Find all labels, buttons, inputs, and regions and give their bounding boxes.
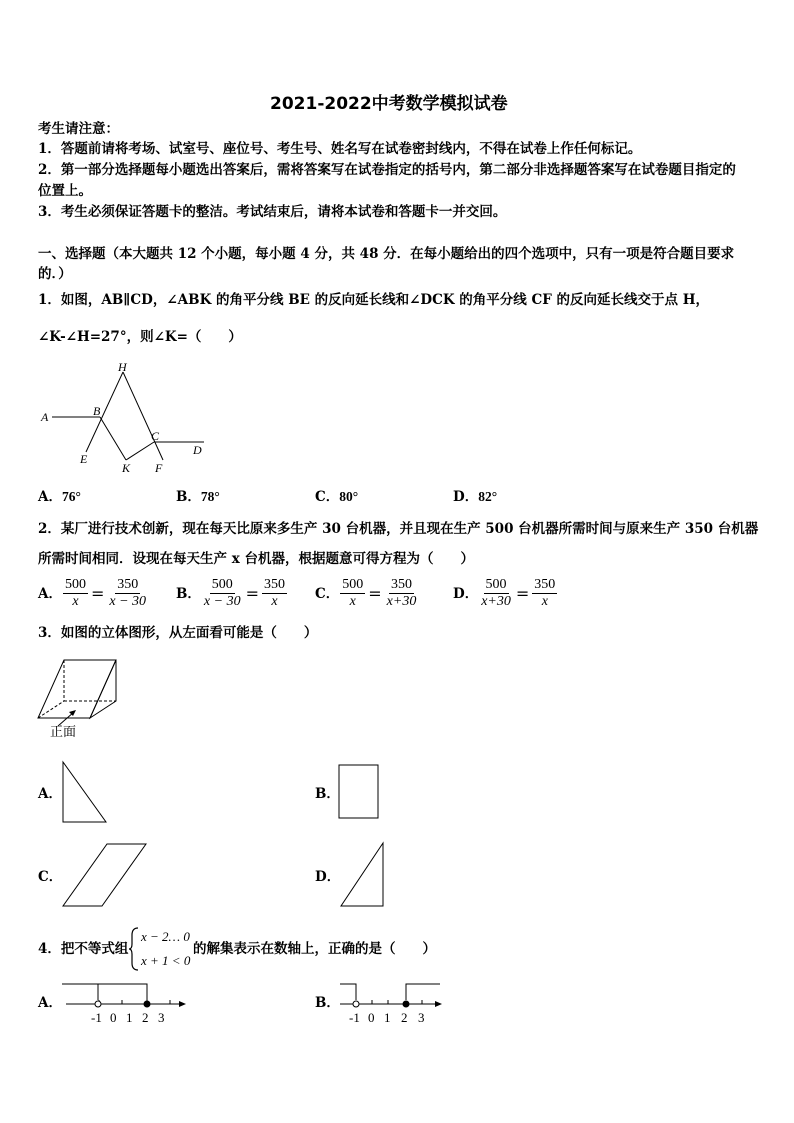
notice-item-2: 2．第一部分选择题每小题选出答案后，需将答案写在试卷指定的括号内，第二部分非选择题答案写在试卷题目指定的 [38,162,736,178]
point-label-f: F [155,461,163,475]
notice-item-1: 1．答题前请将考场、试室号、座位号、考生号、姓名写在试卷密封线内，不得在试卷上作任何标记。 [38,141,642,157]
question-2-text-cont: 所需时间相同．设现在每天生产 x 台机器，根据题意可得方程为（ ） [38,551,474,567]
front-view-caption: 正面 [50,725,77,740]
fraction: $\frac{350}{x}$ [534,577,556,609]
question-3-option-c-label[interactable]: C． [38,869,63,885]
question-1-option-a[interactable]: A．76° [38,489,81,505]
tick-label-1: 1 [126,1010,133,1025]
tick-label-neg1: -1 [349,1010,360,1025]
question-4-option-b-label[interactable]: B． [315,995,340,1011]
fraction: $\frac{500}{x}$ [342,577,364,609]
tick-label-3: 3 [158,1010,165,1025]
option-d-value: 82° [478,489,498,504]
fraction: $\frac{500}{x}$ [64,577,86,609]
tick-label-3: 3 [418,1010,425,1025]
fraction: $\frac{500}{x - 30}$ [203,577,241,609]
question-4-option-a-label[interactable]: A． [38,995,62,1011]
question-4-prefix: 4．把不等式组 [38,941,129,957]
notice-item-3: 3．考生必须保证答题卡的整洁。考试结束后，请将本试卷和答题卡一并交回。 [38,204,507,220]
question-2-text: 2．某厂进行技术创新，现在每天比原来多生产 30 台机器，并且现在生产 500 台机器所需时间与原来生产 350 台机器 [38,521,759,537]
option-c-parallelogram[interactable] [62,842,148,908]
question-2-option-d[interactable]: D． $\frac{500}{x+30}$ = $\frac{350}{x}$ [453,577,556,609]
fraction: $\frac{500}{x+30}$ [481,577,511,609]
page-title: 2021-2022中考数学模拟试卷 [270,94,508,114]
point-label-c: C [151,429,160,443]
option-b-rectangle[interactable] [338,764,380,820]
tick-label-neg1: -1 [91,1010,102,1025]
fraction: $\frac{350}{x - 30}$ [109,577,147,609]
option-d-right-triangle[interactable] [340,842,386,908]
brace-icon [128,927,140,971]
option-b-number-line[interactable] [336,980,446,1024]
section-heading-cont: 的．） [38,266,72,282]
question-3-text: 3．如图的立体图形，从左面看可能是（ ） [38,625,318,641]
tick-label-0: 0 [368,1010,375,1025]
question-1-option-c[interactable]: C．80° [315,489,359,505]
tick-label-0: 0 [110,1010,117,1025]
question-2-option-a[interactable]: A． $\frac{500}{x}$ = $\frac{350}{x - 30}$ [38,577,147,609]
notice-item-2-cont: 位置上。 [38,183,92,199]
question-1-text-cont: ∠K-∠H=27°，则∠K=（ ） [38,329,242,345]
point-label-e: E [80,452,88,466]
option-a-number-line[interactable] [60,980,190,1024]
option-c-value: 80° [339,489,359,504]
question-1-option-b[interactable]: B．78° [176,489,220,505]
option-b-value: 78° [200,489,220,504]
question-3-option-b-label[interactable]: B． [315,786,340,802]
inequality-2: x + 1 < 0 [141,953,191,968]
point-label-a: A [41,410,49,424]
question-3-option-a-label[interactable]: A． [38,786,62,802]
point-label-d: D [193,443,202,457]
question-2-option-c[interactable]: C． $\frac{500}{x}$ = $\frac{350}{x+30}$ [315,577,417,609]
option-a-value: 76° [61,489,81,504]
fraction: $\frac{350}{x}$ [264,577,285,609]
fraction: $\frac{350}{x+30}$ [386,577,417,609]
question-1-figure [38,360,218,480]
tick-label-2: 2 [142,1010,149,1025]
section-heading: 一、选择题（本大题共 12 个小题，每小题 4 分，共 48 分．在每小题给出的四个选项中，只有一项是符合题目要求 [38,246,735,262]
tick-label-2: 2 [401,1010,408,1025]
question-1-text: 1．如图，AB∥CD，∠ABK 的角平分线 BE 的反向延长线和∠DCK 的角平分线 CF 的反向延长线交于点 H， [38,292,709,308]
question-2-option-b[interactable]: B． $\frac{500}{x - 30}$ = $\frac{350}{x}$ [176,577,285,609]
point-label-h: H [118,360,127,374]
inequality-1: x − 2… 0 [141,929,190,944]
notice-heading: 考生请注意： [38,121,119,137]
point-label-k: K [122,461,131,475]
question-1-option-d[interactable]: D．82° [453,489,498,505]
question-4-suffix: 的解集表示在数轴上，正确的是（ ） [193,941,436,957]
point-label-b: B [93,404,101,418]
question-3-option-d-label[interactable]: D． [315,869,341,885]
option-a-right-triangle[interactable] [62,761,108,823]
tick-label-1: 1 [384,1010,391,1025]
